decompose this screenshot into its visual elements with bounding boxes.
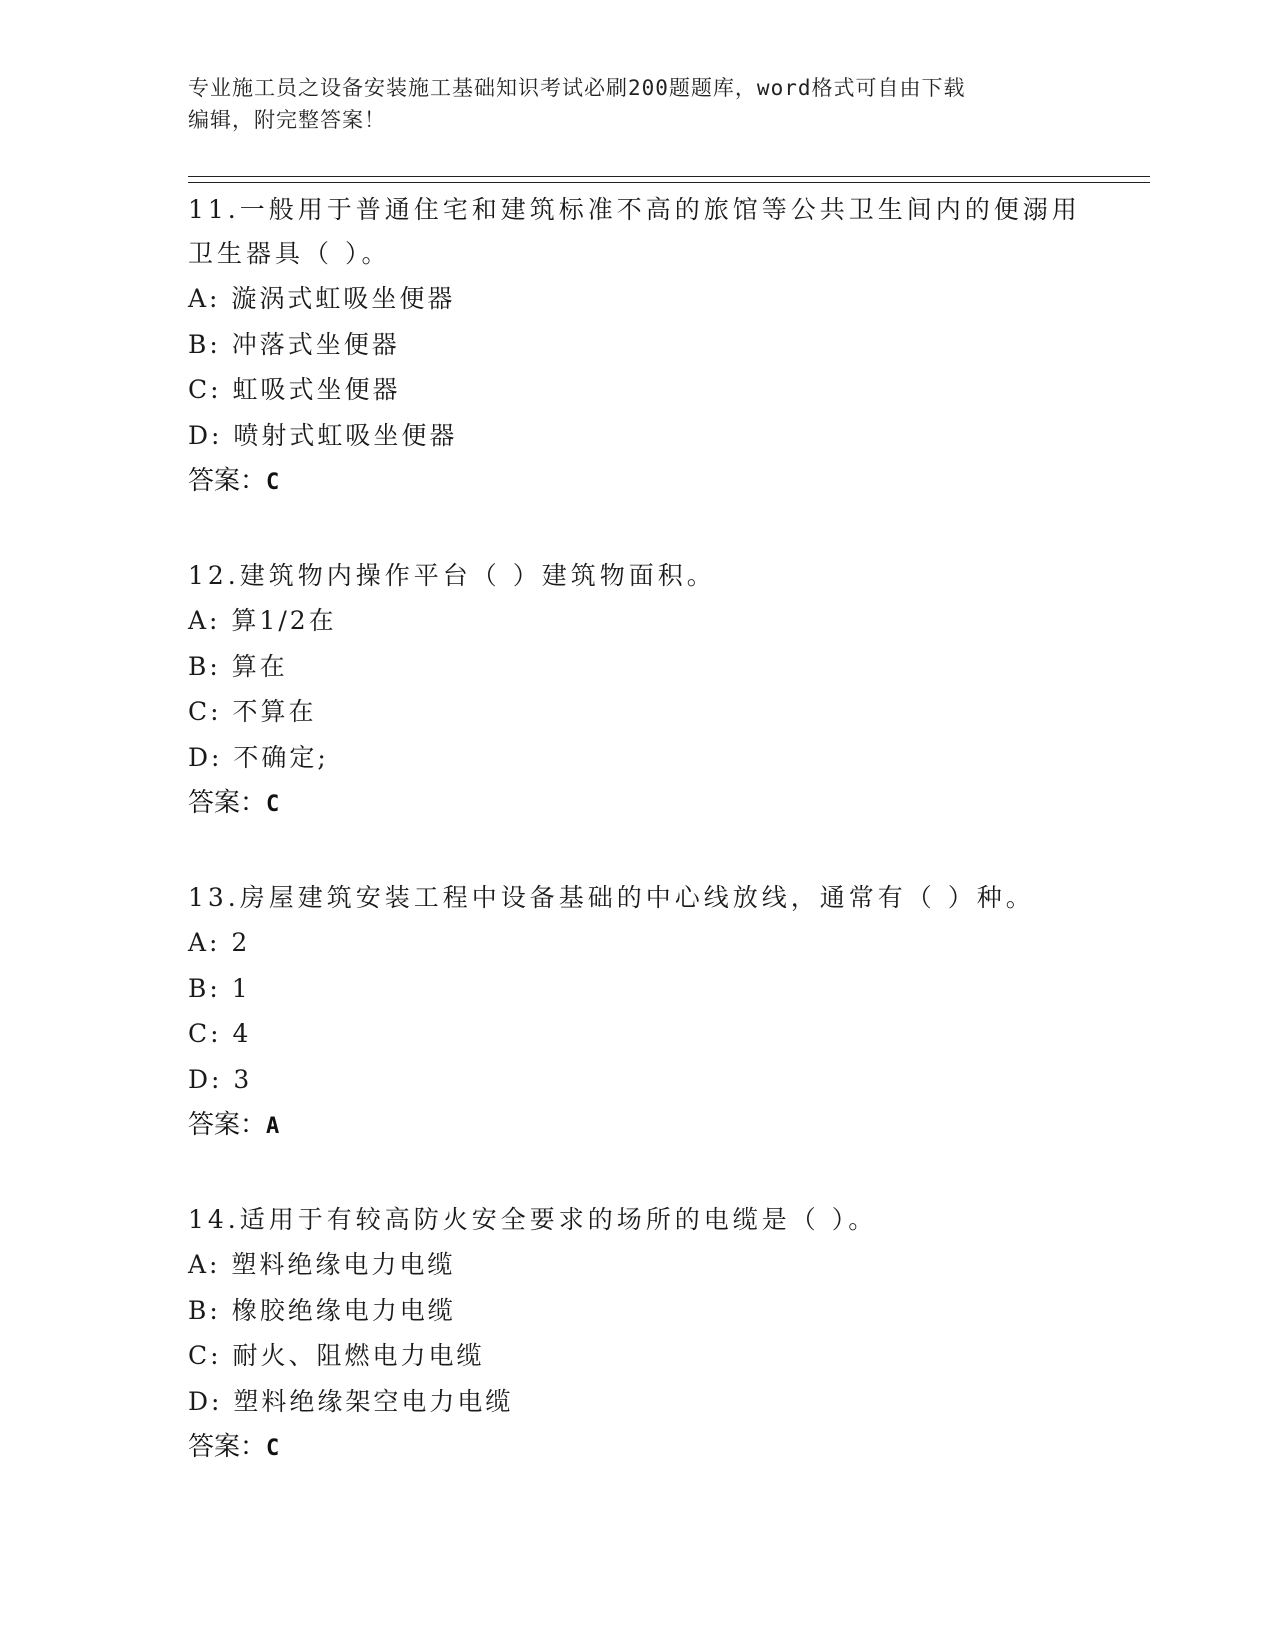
question-stem: 14.适用于有较高防火安全要求的场所的电缆是（ ）。 xyxy=(188,1205,878,1234)
option-d: D: 不确定; xyxy=(188,742,329,772)
option-a: A: 漩涡式虹吸坐便器 xyxy=(188,284,456,313)
header-divider-bottom xyxy=(188,182,1150,183)
question-12 xyxy=(188,554,1088,828)
answer-value: C xyxy=(266,470,280,495)
header-divider-top xyxy=(188,176,1150,177)
option-c: C: 虹吸式坐便器 xyxy=(188,375,401,404)
answer-label: 答案： xyxy=(188,1432,267,1462)
header-line-2: 编辑，附完整答案！ xyxy=(188,108,386,132)
question-14 xyxy=(188,1198,1088,1472)
option-d: D: 喷射式虹吸坐便器 xyxy=(188,420,458,450)
option-b: B: 算在 xyxy=(188,651,288,681)
answer-value: C xyxy=(266,792,280,817)
option-b: B: 橡胶绝缘电力电缆 xyxy=(188,1295,456,1325)
option-d: D: 3 xyxy=(188,1064,253,1094)
option-b: B: 1 xyxy=(188,973,251,1003)
option-c: C: 不算在 xyxy=(188,697,317,726)
question-stem: 12.建筑物内操作平台（ ）建筑物面积。 xyxy=(188,561,716,590)
question-stem-continued: 卫生器具（ ）。 xyxy=(188,239,391,268)
option-a: A: 2 xyxy=(188,928,251,957)
answer-line xyxy=(188,1424,1088,1472)
question-stem: 13.房屋建筑安装工程中设备基础的中心线放线，通常有（ ）种。 xyxy=(188,883,1035,912)
question-13 xyxy=(188,876,1088,1150)
option-c: C: 耐火、阻燃电力电缆 xyxy=(188,1341,485,1370)
option-a: A: 算1/2在 xyxy=(188,606,337,635)
header-line-1: 专业施工员之设备安装施工基础知识考试必刷200题题库，word格式可自由下载 xyxy=(188,76,966,100)
answer-label: 答案： xyxy=(188,788,267,818)
option-d: D: 塑料绝缘架空电力电缆 xyxy=(188,1386,514,1416)
answer-line xyxy=(188,1102,1088,1150)
option-c: C: 4 xyxy=(188,1019,252,1048)
option-b: B: 冲落式坐便器 xyxy=(188,329,400,359)
answer-value: A xyxy=(266,1114,280,1139)
answer-line xyxy=(188,458,1088,506)
question-11 xyxy=(188,188,1088,506)
question-stem: 11.一般用于普通住宅和建筑标准不高的旅馆等公共卫生间内的便溺用 xyxy=(188,195,1081,224)
answer-label: 答案： xyxy=(188,1110,267,1140)
document-header xyxy=(188,72,1068,136)
question-list xyxy=(188,188,1088,1520)
option-a: A: 塑料绝缘电力电缆 xyxy=(188,1250,456,1279)
answer-value: C xyxy=(266,1436,280,1461)
answer-label: 答案： xyxy=(188,466,267,496)
answer-line xyxy=(188,780,1088,828)
